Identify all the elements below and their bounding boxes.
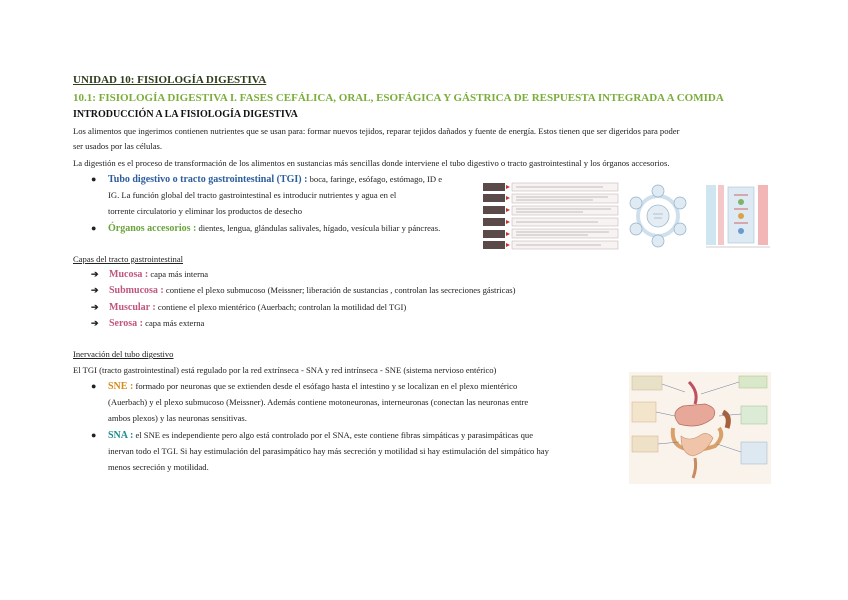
bullet-tgi-line-2: IG. La función global del tracto gastrointestinal es introducir nutrientes y agua en el: [108, 190, 397, 200]
sna-line-1: [108, 429, 533, 442]
arrow-icon: ➔: [91, 318, 99, 328]
muscular-text: contiene el plexo mientérico (Auerbach; controlan la motilidad del TGI): [157, 302, 407, 312]
mucosa-text: capa más interna: [150, 269, 209, 279]
sne-line-3: ambos plexos) y las neuronas sensitivas.: [108, 413, 247, 423]
unit-title: UNIDAD 10: FISIOLOGÍA DIGESTIVA: [73, 74, 267, 86]
bullet-dot: ●: [91, 174, 97, 184]
sna-line-2: inervan todo el TGI. Si hay estimulación del parasimpático hay más secreción y motilidad si hay estimulación del simpático hay: [108, 446, 549, 456]
arrow-icon: ➔: [91, 269, 99, 279]
sna-line-3: menos secreción y motilidad.: [108, 462, 209, 472]
gi-wall-diagram: [704, 183, 772, 251]
sne-line-1: [108, 380, 517, 393]
innervation-title: Inervación del tubo digestivo: [73, 349, 174, 359]
innervation-intro: El TGI (tracto gastrointestinal) está regulado por la red extrínseca - SNA y red intrínseca - SNE (sistema nervioso entérico): [73, 365, 497, 375]
intro-line-2: ser usados por las células.: [73, 141, 163, 151]
sne-line-2: (Auerbach) y el plexo submucoso (Meissner). Además contiene motoneuronas, interneuronas (conectan las neuronas entre: [108, 397, 529, 407]
bullet-organs: [108, 222, 440, 235]
sna-term: SNA :: [108, 430, 134, 441]
muscular-term: Muscular :: [109, 302, 156, 313]
intro-paragraph-2: La digestión es el proceso de transformación de los alimentos en sustancias más sencillas donde interviene el tubo digestivo o tracto gastrointestinal y los órganos accesorios.: [73, 158, 670, 168]
subtitle: 10.1: FISIOLOGÍA DIGESTIVA I. FASES CEFÁLICA, ORAL, ESOFÁGICA Y GÁSTRICA DE RESPUESTA INTEGRADA A COMIDA: [73, 92, 724, 104]
arrow-icon: ➔: [91, 285, 99, 295]
submucosa-term: Submucosa :: [109, 285, 164, 296]
bullet-dot: ●: [91, 430, 97, 440]
layers-title: Capas del tracto gastrointestinal: [73, 254, 184, 264]
layer-muscular: [109, 301, 406, 314]
bullet-dot: ●: [91, 381, 97, 391]
arrow-icon: ➔: [91, 302, 99, 312]
mucosa-term: Mucosa :: [109, 269, 149, 280]
digestive-flow-diagram: [483, 182, 620, 250]
autonomic-innervation-diagram: [629, 372, 771, 484]
serosa-text: capa más externa: [145, 318, 205, 328]
bullet-dot: ●: [91, 223, 97, 233]
bullet-tgi-line-3: torrente circulatorio y eliminar los productos de desecho: [108, 206, 303, 216]
bullet-tgi-line-1: [108, 173, 442, 186]
layer-serosa: [109, 317, 204, 330]
regulation-cycle-diagram: [628, 183, 688, 249]
organs-text: dientes, lengua, glándulas salivales, hígado, vesícula biliar y páncreas.: [198, 223, 441, 233]
layer-submucosa: [109, 284, 516, 297]
tgi-term: Tubo digestivo o tracto gastrointestinal (TGI) :: [108, 174, 308, 185]
sne-text-1: formado por neuronas que se extienden desde el esófago hasta el intestino y se localizan en el plexo mientérico: [135, 381, 518, 391]
layer-mucosa: [109, 268, 208, 281]
organs-term: Órganos accesorios :: [108, 223, 197, 234]
tgi-text-1: boca, faringe, esófago, estómago, ID e: [309, 174, 443, 184]
intro-line-1: Los alimentos que ingerimos contienen nutrientes que se usan para: formar nuevos tejidos, reparar tejidos dañados y fuente de energía. Estos tienen que ser digeridos para poder: [73, 126, 680, 136]
sna-text-1: el SNE es independiente pero algo está controlado por el SNA, este contiene fibras simpáticas y parasimpáticas que: [135, 430, 534, 440]
sne-term: SNE :: [108, 381, 134, 392]
section-heading: INTRODUCCIÓN A LA FISIOLOGÍA DIGESTIVA: [73, 109, 298, 120]
serosa-term: Serosa :: [109, 318, 143, 329]
submucosa-text: contiene el plexo submucoso (Meissner; liberación de sustancias , controlan las secreciones gástricas): [165, 285, 516, 295]
